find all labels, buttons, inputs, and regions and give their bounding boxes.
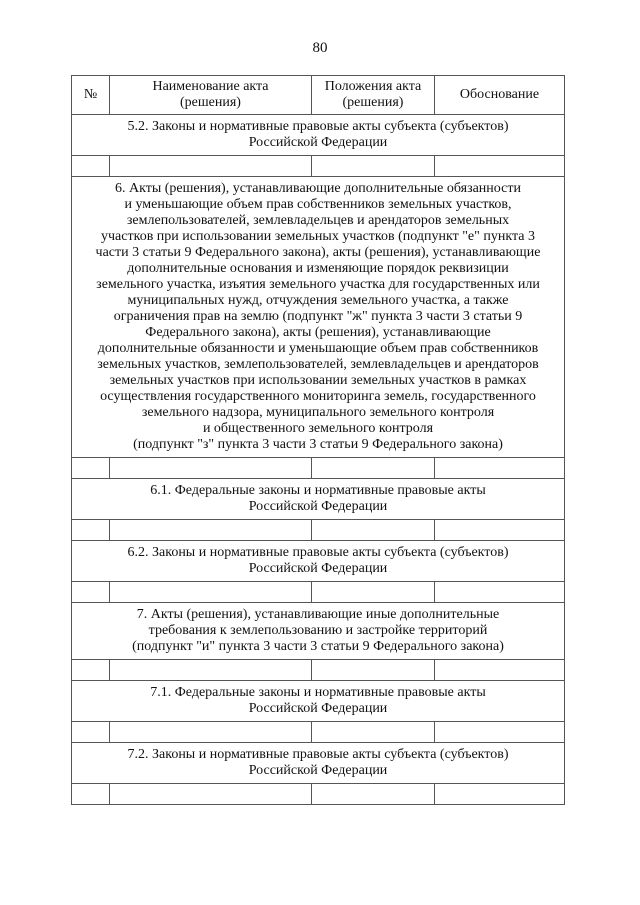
empty-cell-basis [435, 582, 565, 603]
empty-cell-provisions [312, 660, 435, 681]
empty-cell-provisions [312, 582, 435, 603]
empty-cell-number [72, 582, 110, 603]
acts-table [71, 75, 565, 805]
section-heading-line: участков при использовании земельных участков (подпункт "е" пункта 3 [101, 229, 535, 244]
section-row [72, 603, 565, 660]
header-number: № [72, 76, 110, 115]
section-heading-line: землепользователей, землевладельцев и арендаторов земельных [126, 213, 510, 228]
empty-cell-act-name [110, 156, 312, 177]
empty-cell-provisions [312, 520, 435, 541]
empty-cell-act-name [110, 582, 312, 603]
section-heading-line: земельных участков при использовании земельных участков в рамках [109, 373, 527, 388]
empty-row [72, 784, 565, 805]
section-heading-line: требования к землепользованию и застройке территорий [148, 623, 488, 638]
section-heading-line: земельного участка, изъятия земельного участка для государственных или [96, 277, 540, 292]
section-heading-line: 7. Акты (решения), устанавливающие иные дополнительные [136, 607, 500, 622]
empty-cell-provisions [312, 458, 435, 479]
section-heading-line: (подпункт "и" пункта 3 части 3 статьи 9 Федерального закона) [132, 639, 504, 654]
table-body [72, 115, 565, 805]
section-heading-line: 6.1. Федеральные законы и нормативные правовые акты [150, 483, 486, 498]
empty-row [72, 156, 565, 177]
section-heading [72, 603, 565, 660]
section-heading-line: земельного надзора, муниципального земельного контроля [141, 405, 495, 420]
empty-cell-act-name [110, 722, 312, 743]
empty-cell-basis [435, 784, 565, 805]
header-act-name-line-1: Наименование акта [152, 79, 269, 94]
section-heading-line: ограничения прав на землю (подпункт "ж" пункта 3 части 3 статьи 9 [113, 309, 523, 324]
section-heading [72, 177, 565, 458]
empty-cell-basis [435, 156, 565, 177]
section-heading-line: осуществления государственного мониторинга земель, государственного [100, 389, 536, 404]
section-heading [72, 541, 565, 582]
header-basis: Обоснование [435, 76, 565, 115]
table-header-row [72, 76, 565, 115]
section-heading-line: 7.2. Законы и нормативные правовые акты субъекта (субъектов) [127, 747, 509, 762]
empty-cell-basis [435, 722, 565, 743]
header-act-provisions-line-2: (решения) [342, 95, 404, 110]
section-heading-line: Российской Федерации [248, 135, 388, 150]
section-heading-line: Российской Федерации [248, 763, 388, 778]
page-number: 80 [312, 40, 328, 56]
section-heading-line: Российской Федерации [248, 499, 388, 514]
header-act-provisions [312, 76, 435, 115]
section-heading-line: и уменьшающие объем прав собственников земельных участков, [124, 197, 512, 212]
empty-cell-number [72, 784, 110, 805]
empty-cell-basis [435, 458, 565, 479]
section-heading [72, 681, 565, 722]
header-act-provisions-line-1: Положения акта [324, 79, 422, 94]
empty-cell-basis [435, 660, 565, 681]
empty-cell-act-name [110, 660, 312, 681]
empty-cell-number [72, 156, 110, 177]
section-heading-line: 7.1. Федеральные законы и нормативные правовые акты [150, 685, 486, 700]
section-heading-line: Российской Федерации [248, 701, 388, 716]
section-heading-line: Федерального закона), акты (решения), устанавливающие [145, 325, 491, 340]
section-heading-line: земельных участков, землепользователей, землевладельцев и арендаторов [97, 357, 539, 372]
section-heading-line: (подпункт "з" пункта 3 части 3 статьи 9 Федерального закона) [133, 437, 503, 452]
section-heading-line: и общественного земельного контроля [202, 421, 434, 436]
section-row [72, 115, 565, 156]
section-heading [72, 743, 565, 784]
empty-cell-act-name [110, 784, 312, 805]
section-row [72, 681, 565, 722]
empty-cell-provisions [312, 784, 435, 805]
empty-cell-provisions [312, 722, 435, 743]
empty-row [72, 660, 565, 681]
section-heading-line: муниципальных нужд, отчуждения земельного участка, а также [127, 293, 509, 308]
empty-cell-act-name [110, 520, 312, 541]
section-row [72, 177, 565, 458]
section-heading-line: 6. Акты (решения), устанавливающие дополнительные обязанности [115, 181, 521, 196]
empty-cell-number [72, 722, 110, 743]
empty-cell-act-name [110, 458, 312, 479]
section-row [72, 743, 565, 784]
section-heading-line: Российской Федерации [248, 561, 388, 576]
section-heading [72, 479, 565, 520]
empty-cell-number [72, 458, 110, 479]
section-heading [72, 115, 565, 156]
empty-row [72, 520, 565, 541]
section-heading-line: дополнительные обязанности и уменьшающие объем прав собственников [97, 341, 539, 356]
empty-cell-basis [435, 520, 565, 541]
empty-row [72, 458, 565, 479]
empty-cell-provisions [312, 156, 435, 177]
section-row [72, 541, 565, 582]
section-heading-line: 5.2. Законы и нормативные правовые акты субъекта (субъектов) [127, 119, 509, 134]
section-row [72, 479, 565, 520]
section-heading-line: 6.2. Законы и нормативные правовые акты субъекта (субъектов) [127, 545, 509, 560]
header-act-name [110, 76, 312, 115]
header-act-name-line-2: (решения) [180, 95, 241, 110]
empty-row [72, 722, 565, 743]
section-heading-line: дополнительные основания и изменяющие порядок реквизиции [127, 261, 509, 276]
empty-cell-number [72, 520, 110, 541]
section-heading-line: части 3 статьи 9 Федерального закона), акты (решения), устанавливающие [95, 245, 541, 260]
empty-cell-number [72, 660, 110, 681]
empty-row [72, 582, 565, 603]
